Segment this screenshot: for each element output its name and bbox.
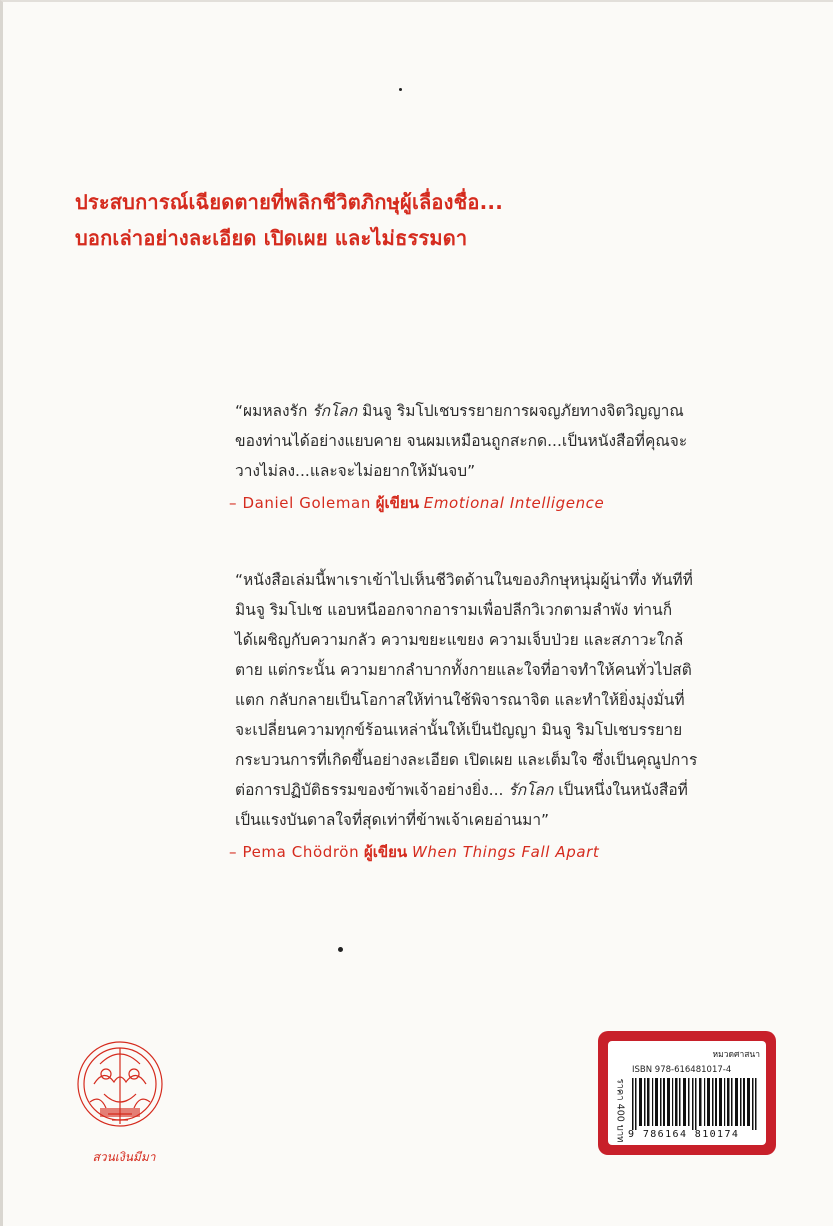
quote-goleman (229, 396, 775, 518)
attribution-role: ผู้เขียน (375, 494, 419, 512)
quote-line (235, 775, 775, 805)
headline (75, 184, 775, 256)
price-isbn-box (598, 1031, 776, 1155)
quote-text: เป็นหนึ่งในหนังสือที่ (553, 781, 688, 799)
quote-line: ของท่านได้อย่างแยบคาย จนผมเหมือนถูกสะกด...เป็นหนังสือที่คุณจะ (235, 432, 688, 450)
quote-line: เป็นแรงบันดาลใจที่สุดเท่าที่ข้าพเจ้าเคยอ่านมา” (235, 811, 550, 829)
attribution-name: – Pema Chödrön (229, 843, 360, 861)
quote-line: กระบวนการที่เกิดขึ้นอย่างละเอียด เปิดเผย และเต็มใจ ซึ่งเป็นคุณูปการ (235, 751, 698, 769)
quote-text: “ผมหลงรัก (235, 402, 313, 420)
price-isbn-inner (608, 1041, 766, 1145)
attribution-goleman (229, 488, 775, 518)
quote-line: ตาย แต่กระนั้น ความยากลำบากทั้งกายและใจที่อาจทำให้คนทั่วไปสติ (235, 661, 692, 679)
publisher-signature: สวนเงินมีมา (92, 1150, 156, 1164)
headline-line-1: ประสบการณ์เฉียดตายที่พลิกชีวิตภิกษุผู้เลื่องชื่อ... (75, 190, 503, 214)
speck-mark (338, 947, 343, 952)
book-title-italic: รักโลก (312, 402, 358, 420)
headline-line-2: บอกเล่าอย่างละเอียด เปิดเผย และไม่ธรรมดา (75, 226, 468, 250)
isbn-label: ISBN 978-616481017-4 (632, 1065, 732, 1075)
quote-line (235, 396, 775, 426)
quote-text: ต่อการปฏิบัติธรรมของข้าพเจ้าอย่างยิ่ง... (235, 781, 509, 799)
quote-line: “หนังสือเล่มนี้พาเราเข้าไปเห็นชีวิตด้านในของภิกษุหนุ่มผู้น่าทึ่ง ทันทีที่ (235, 571, 693, 589)
attribution-book: Emotional Intelligence (423, 494, 605, 512)
publisher-emblem-icon (70, 1024, 170, 1164)
price-label: ราคา 400 บาท (614, 1078, 626, 1143)
quote-line: จะเปลี่ยนความทุกข์ร้อนเหล่านั้นให้เป็นปัญญา มินจู ริมโปเชบรรยาย (235, 721, 683, 739)
quote-line: มินจู ริมโปเช แอบหนีออกจากอารามเพื่อปลีกวิเวกตามลำพัง ท่านก็ (235, 601, 673, 619)
quote-line: แตก กลับกลายเป็นโอกาสให้ท่านใช้พิจารณาจิต และทำให้ยิ่งมุ่งมั่นที่ (235, 691, 685, 709)
quote-text: มินจู ริมโปเชบรรยายการผจญภัยทางจิตวิญญาณ (357, 402, 684, 420)
speck-mark (399, 88, 402, 91)
quote-line: วางไม่ลง...และจะไม่อยากให้มันจบ” (235, 462, 476, 480)
quote-line: ได้เผชิญกับความกลัว ความขยะแขยง ความเจ็บป่วย และสภาวะใกล้ (235, 631, 684, 649)
barcode-icon (630, 1078, 760, 1130)
book-title-italic: รักโลก (508, 781, 554, 799)
attribution-role: ผู้เขียน (363, 843, 408, 861)
quote-chodron (229, 565, 775, 867)
attribution-book: When Things Fall Apart (411, 843, 600, 861)
attribution-name: – Daniel Goleman (229, 494, 371, 512)
barcode-number: 9 786164 810174 (628, 1129, 740, 1140)
category-label: หมวดศาสนา (712, 1050, 760, 1060)
attribution-chodron (229, 837, 775, 867)
